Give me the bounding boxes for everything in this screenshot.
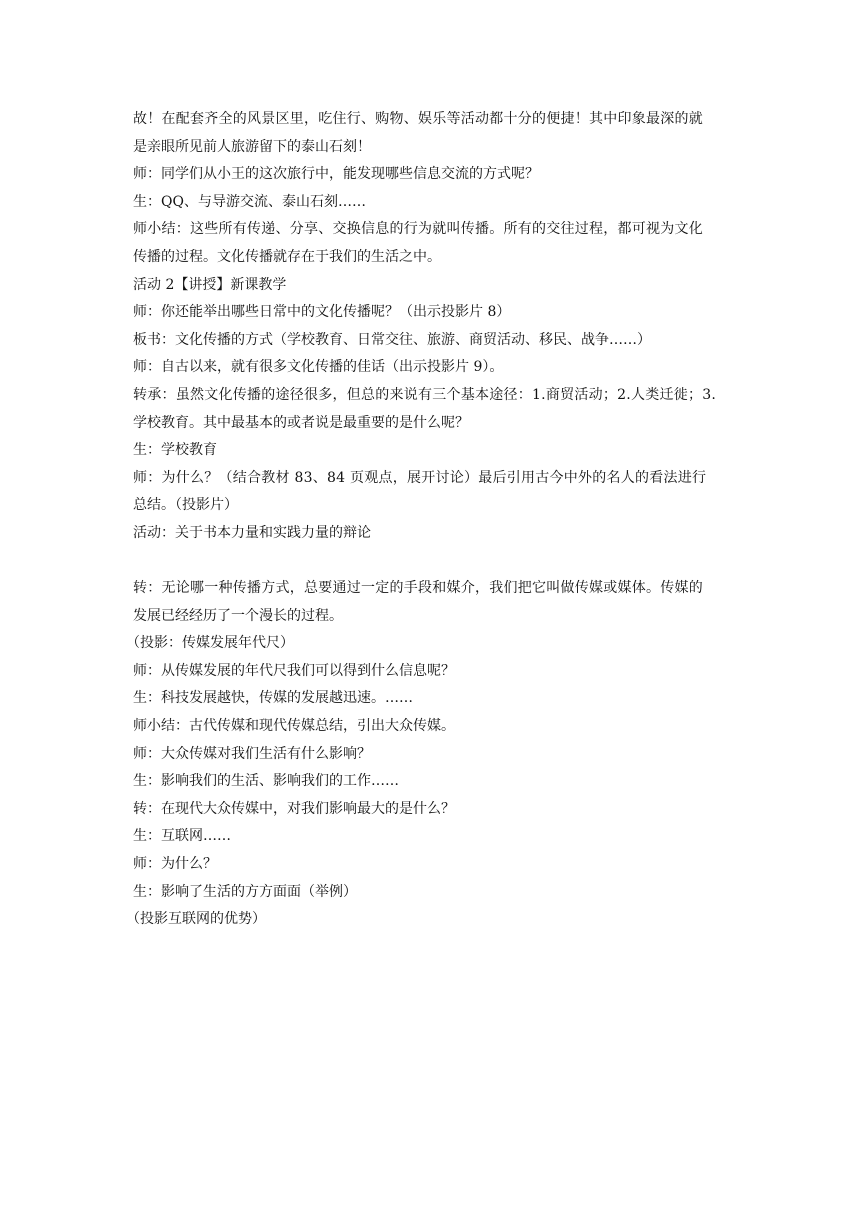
text-line: 总结。（投影片） bbox=[133, 497, 238, 514]
text-line: （投影：传媒发展年代尺） bbox=[126, 635, 294, 652]
text-line: 生：影响我们的生活、影响我们的工作…… bbox=[133, 773, 399, 790]
text-line: 师小结：古代传媒和现代传媒总结，引出大众传媒。 bbox=[133, 718, 455, 735]
text-line: 师：为什么？ bbox=[133, 856, 217, 873]
text-line: 师：你还能举出哪些日常中的文化传播呢？（出示投影片 8） bbox=[133, 304, 511, 321]
text-line: 生：学校教育 bbox=[133, 442, 217, 459]
text-line: 转承：虽然文化传播的途径很多，但总的来说有三个基本途径：1.商贸活动；2.人类迁徙；3. bbox=[133, 386, 717, 403]
text-line: 传播的过程。文化传播就存在于我们的生活之中。 bbox=[133, 248, 441, 265]
text-line: 生：QQ、与导游交流、泰山石刻…… bbox=[133, 193, 366, 210]
text-line: 师小结：这些所有传递、分享、交换信息的行为就叫传播。所有的交往过程，都可视为文化 bbox=[133, 221, 703, 238]
text-line: 师：从传媒发展的年代尺我们可以得到什么信息呢？ bbox=[133, 662, 455, 679]
section-heading: 活动 2【讲授】新课教学 bbox=[133, 276, 287, 293]
text-line: （投影互联网的优势） bbox=[126, 911, 266, 928]
text-line: 转：在现代大众传媒中，对我们影响最大的是什么？ bbox=[133, 800, 455, 817]
document-body bbox=[126, 106, 733, 934]
text-line: 生：科技发展越快，传媒的发展越迅速。…… bbox=[133, 690, 413, 707]
text-line: 师：自古以来，就有很多文化传播的佳话（出示投影片 9）。 bbox=[133, 359, 504, 376]
blank-line bbox=[133, 548, 733, 576]
text-line: 学校教育。其中最基本的或者说是最重要的是什么呢？ bbox=[133, 414, 469, 431]
text-line: 是亲眼所见前人旅游留下的泰山石刻！ bbox=[133, 138, 371, 155]
text-line: 转：无论哪一种传播方式，总要通过一定的手段和媒介，我们把它叫做传媒或媒体。传媒的 bbox=[133, 580, 703, 597]
text-line: 生：影响了生活的方方面面（举例） bbox=[133, 883, 357, 900]
text-line: 师：大众传媒对我们生活有什么影响？ bbox=[133, 745, 371, 762]
text-line: 师：为什么？（结合教材 83、84 页观点，展开讨论）最后引用古今中外的名人的看法进行 bbox=[133, 469, 707, 486]
text-line: 发展已经经历了一个漫长的过程。 bbox=[133, 607, 343, 624]
text-line: 生：互联网…… bbox=[133, 828, 231, 845]
text-line: 故！在配套齐全的风景区里，吃住行、购物、娱乐等活动都十分的便捷！其中印象最深的就 bbox=[133, 111, 703, 127]
text-line: 板书：文化传播的方式（学校教育、日常交往、旅游、商贸活动、移民、战争……） bbox=[133, 331, 651, 348]
text-line: 师：同学们从小王的这次旅行中，能发现哪些信息交流的方式呢？ bbox=[133, 166, 539, 183]
text-line: 活动：关于书本力量和实践力量的辩论 bbox=[133, 524, 371, 541]
